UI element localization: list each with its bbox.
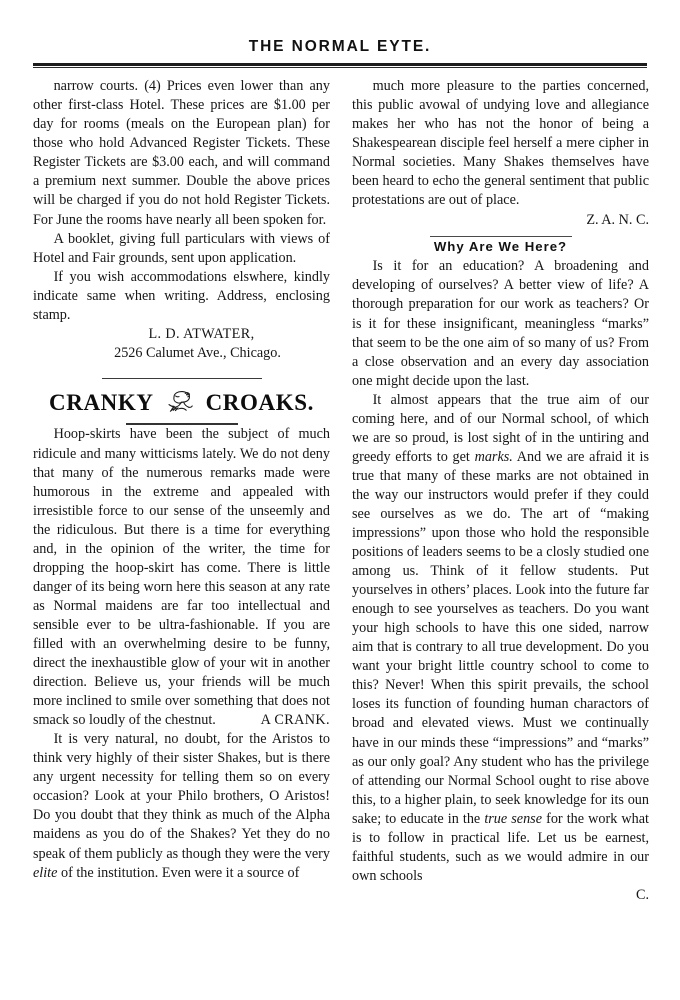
cranky-croaks-paragraph-1-text: Hoop-skirts have been the subject of much ridicule and many witticisms lately. We do not deny that many of the numerous remarks made were humorous in the extreme and appealed with irresistible force to our sense of the unseemly and the ridiculous. But there is a time for everything and, in the opinion of the writer, the time for dropping the hoop-skirt has come. There is little danger of its being worn here this season at any rate as Normal maidens are far too intellectual and sensible ever to be ultra-fashionable. If you are filled with an overwhelming desire to be funny, direct the inexhaustible glow of your wit in another direction. Believe us, your friends will be much more inclined to smile over something that does not smack so loudly of the chestnut. <box>33 426 330 729</box>
why-are-we-here-paragraph-2 <box>352 391 649 886</box>
headline-rule-above <box>102 378 262 379</box>
masthead-rule-thick <box>33 63 647 66</box>
hotel-notice-paragraph-1: narrow courts. (4) Prices even lower than any other first-class Hotel. These prices are $1.00 per day for rooms (meals on the European plan) for those who hold Advanced Register Tickets. These Register Tickets are $3.00 each, and will command a premium next summer. Double the above prices will be charged if you do not hold Register Tickets. For June the rooms have nearly all been spoken for. <box>33 78 330 228</box>
masthead-rule-thin <box>33 67 647 68</box>
why-are-we-here-paragraph-1: Is it for an education? A broadening and developing of ourselves? A better view of life? A thorough preparation for our work as teachers? Or is it for these insignificant, meaningless “marks” that seem to be the one aim of so many of us? From a close observation and an every day association one might decide upon the last. <box>352 258 649 389</box>
why-are-we-here-paragraph-2-part-2: And we are afraid it is true that many of these marks are not obtained in the way our instructors would prefer if they could see ourselves as we do. The art of “making impressions” upon those who hold the responsible positions of leaders seems to be a closly studied one among us. Think of it fellow students. Put yourselves in others’ places. Look into the future far enough to see yourselves as teachers. Do you want your high schools to have this one sided, narrow aim that is contrary to all true development. Do you want your bright little country school to come to this? Never! When this spirit prevails, the school loses its function of founding human charactors of broad and elevated views. Must we continually have in our minds these “impressions” and “marks” as our only goal? Any student who has the privilege of attending our Normal School ought to rise above this, to a higher plain, to seek knowledge for its oun sake; to educate in the <box>352 448 649 827</box>
right-column <box>352 77 649 905</box>
masthead <box>0 0 680 56</box>
cranky-croaks-headline-block <box>33 378 330 426</box>
why-are-we-here-emphasis-true-sense: true sense <box>484 810 543 827</box>
headline-word-croaks: CROAKS. <box>205 389 314 415</box>
cranky-croaks-paragraph-2-emphasis: elite <box>33 864 58 881</box>
hotel-notice-paragraph-2: A booklet, giving full particulars with views of Hotel and Fair grounds, sent upon application. <box>33 230 330 266</box>
section-heading-why-are-we-here: Why Are We Here? <box>433 239 568 255</box>
left-column <box>33 77 330 882</box>
frog-ornament-icon <box>163 388 197 416</box>
why-are-we-here-signature: C. <box>635 886 649 903</box>
hotel-notice-paragraph-3: If you wish accommodations elswhere, kindly indicate same when writing. Address, enclosing stamp. <box>33 268 330 323</box>
headline-word-cranky: CRANKY <box>49 389 154 415</box>
why-are-we-here-heading-block <box>352 236 649 258</box>
cranky-croaks-paragraph-1 <box>33 425 330 730</box>
why-are-we-here-emphasis-marks: marks. <box>474 448 513 465</box>
hotel-notice-signature-address: 2526 Calumet Ave., Chicago. <box>114 344 281 361</box>
continuation-paragraph: much more pleasure to the parties concerned, this public avowal of undying love and allegiance makes her who has not the honor of being a Shakespearean disciple feel herself a mere cipher in Normal societies. Many Shakes themselves have been heard to echo the general sentiment that public protestations are out of place. <box>352 78 649 209</box>
section-heading-rule <box>430 236 572 238</box>
continuation-signature: Z. A. N. C. <box>586 211 649 228</box>
masthead-divider-rule <box>33 63 647 68</box>
cranky-croaks-paragraph-2 <box>33 730 330 882</box>
cranky-croaks-paragraph-2-part-1: It is very natural, no doubt, for the Aristos to think very highly of their sister Shakes, but is there any urgent necessity for telling them so on every occasion? Look at your Philo brothers, O Aristos! Do you doubt that they think as much of the Alpha maidens as you do of the Shakes? Yet they do no speak of them publicly as though they were the very <box>33 731 330 862</box>
cranky-croaks-signature: A CRANK. <box>260 712 330 729</box>
publication-title: THE NORMAL EYTE. <box>248 38 432 55</box>
why-are-we-here-paragraph-2-part-1: It almost appears that the true aim of our coming here, and of our Normal school, of which we are so proud, is lost sight of in the untiring and greedy efforts to get <box>352 391 649 465</box>
cranky-croaks-paragraph-2-part-2: of the institution. Even were it a source of <box>57 864 300 881</box>
cranky-croaks-headline <box>33 388 330 416</box>
why-are-we-here-paragraph-2-part-3: for the work what is to follow in practical life. Let us be earnest, faithful students, such as we would admire in our own schools <box>352 810 649 884</box>
column-container <box>33 77 647 905</box>
hotel-notice-signature-name: L. D. ATWATER, <box>148 325 255 342</box>
